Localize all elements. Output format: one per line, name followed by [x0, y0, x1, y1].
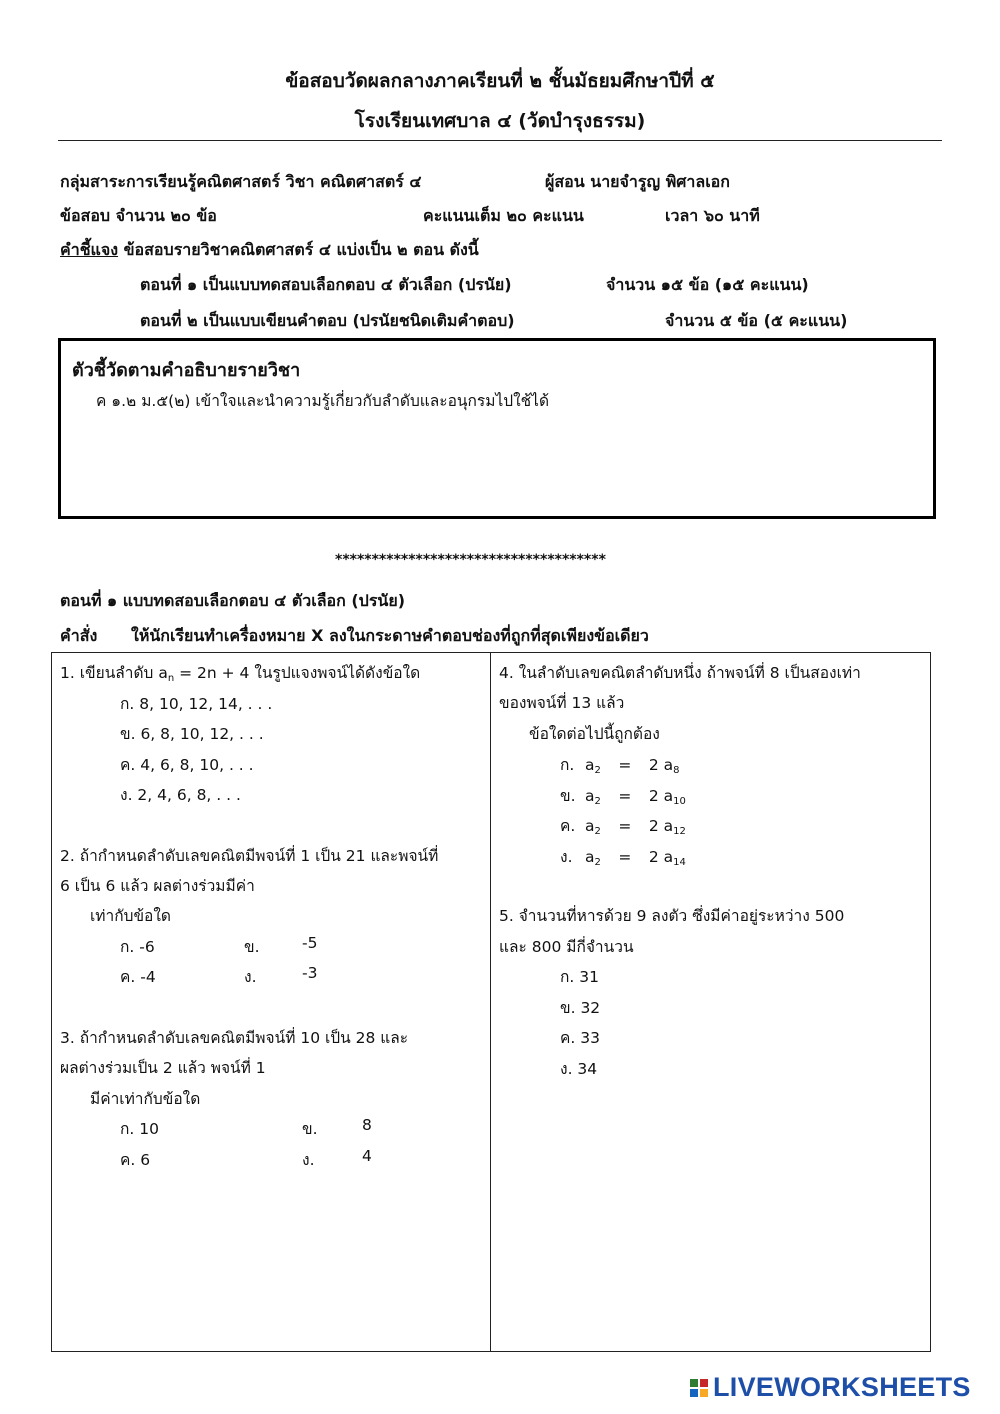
- part1-count: จำนวน ๑๕ ข้อ (๑๕ คะแนน): [606, 275, 809, 294]
- instruction-line: [60, 238, 479, 263]
- indicator-text: ค ๑.๒ ม.๕(๒) เข้าใจและนำความรู้เกี่ยวกับลำดับและอนุกรมไปใช้ได้: [96, 392, 550, 410]
- q1-stem: [60, 660, 420, 685]
- q3-option-d-label[interactable]: ง.: [302, 1151, 315, 1169]
- q2-option-a[interactable]: ก. -6: [120, 938, 155, 956]
- q2-line1: 2. ถ้ากำหนดลำดับเลขคณิตมีพจน์ที่ 1 เป็น 21 และพจน์ที่: [60, 847, 439, 865]
- logo-square-green: [690, 1379, 698, 1387]
- q1-option-c[interactable]: ค. 4, 6, 8, 10, . . .: [120, 756, 254, 774]
- q4-option-a-left-sub: 2: [594, 765, 601, 776]
- q4-line2: ของพจน์ที่ 13 แล้ว: [499, 694, 625, 712]
- q1-stem-start: 1. เขียนลำดับ a: [60, 664, 168, 682]
- section1-command-text: ให้นักเรียนทำเครื่องหมาย X ลงในกระดาษคำตอบช่องที่ถูกที่สุดเพียงข้อเดียว: [131, 626, 649, 645]
- q4-option-c-eq: =: [618, 817, 632, 835]
- q3-option-b-label[interactable]: ข.: [302, 1120, 318, 1138]
- part2-count: จำนวน ๕ ข้อ (๕ คะแนน): [665, 311, 848, 330]
- q3-option-d-value[interactable]: 4: [362, 1147, 372, 1165]
- q2-line3: เท่ากับข้อใด: [90, 907, 171, 925]
- q4-option-c[interactable]: [560, 813, 686, 838]
- liveworksheets-logo[interactable]: [690, 1372, 971, 1403]
- instruction-label: คำชี้แจง: [60, 240, 119, 259]
- q3-option-c[interactable]: ค. 6: [120, 1151, 151, 1169]
- logo-text: LIVEWORKSHEETS: [713, 1372, 971, 1402]
- q4-option-b-left-sub: 2: [594, 796, 601, 807]
- q4-option-a[interactable]: [560, 752, 680, 777]
- q1-option-d[interactable]: ง. 2, 4, 6, 8, . . .: [120, 786, 241, 804]
- q2-option-b-label[interactable]: ข.: [244, 938, 260, 956]
- q4-line1: 4. ในลำดับเลขคณิตลำดับหนึ่ง ถ้าพจน์ที่ 8 เป็นสองเท่า: [499, 664, 861, 682]
- subject-line: กลุ่มสาระการเรียนรู้คณิตศาสตร์ วิชา คณิตศาสตร์ ๔: [60, 172, 422, 191]
- school-name: โรงเรียนเทศบาล ๔ (วัดบำรุงธรรม): [354, 110, 646, 132]
- q5-option-c[interactable]: ค. 33: [560, 1029, 600, 1047]
- logo-square-blue: [690, 1389, 698, 1397]
- q4-option-a-right-sub: 8: [673, 765, 680, 776]
- q4-option-b[interactable]: [560, 783, 686, 808]
- part1-description: ตอนที่ ๑ เป็นแบบทดสอบเลือกตอบ ๔ ตัวเลือก (ปรนัย): [140, 275, 512, 294]
- star-separator: *************************************: [335, 552, 606, 568]
- q4-option-b-label: ข.: [560, 787, 576, 805]
- q4-option-d-left-sub: 2: [594, 857, 601, 868]
- q4-option-a-left: a: [585, 756, 595, 774]
- q4-option-d[interactable]: [560, 844, 686, 869]
- q5-option-a[interactable]: ก. 31: [560, 968, 599, 986]
- q4-option-c-label: ค.: [560, 817, 576, 835]
- section1-command-label: คำสั่ง: [60, 626, 98, 645]
- teacher-line: ผู้สอน นายจำรูญ พิศาลเอก: [545, 172, 730, 191]
- q2-option-d-label[interactable]: ง.: [244, 968, 257, 986]
- q2-option-d-value[interactable]: -3: [302, 964, 318, 982]
- q4-option-d-label: ง.: [560, 848, 573, 866]
- q4-option-b-eq: =: [618, 787, 632, 805]
- logo-square-yellow: [700, 1389, 708, 1397]
- q2-option-b-value[interactable]: -5: [302, 934, 318, 952]
- q4-option-c-right: 2 a: [648, 817, 674, 835]
- q4-option-a-eq: =: [618, 756, 632, 774]
- full-score: คะแนนเต็ม ๒๐ คะแนน: [423, 206, 584, 225]
- q4-option-d-left: a: [585, 848, 595, 866]
- section1-title: ตอนที่ ๑ แบบทดสอบเลือกตอบ ๔ ตัวเลือก (ปรนัย): [60, 591, 406, 610]
- q4-option-b-left: a: [585, 787, 595, 805]
- q2-line2: 6 เป็น 6 แล้ว ผลต่างร่วมมีค่า: [60, 877, 255, 895]
- q3-line1: 3. ถ้ากำหนดลำดับเลขคณิตมีพจน์ที่ 10 เป็น 28 และ: [60, 1029, 409, 1047]
- q4-option-b-right: 2 a: [648, 787, 674, 805]
- instruction-text: ข้อสอบรายวิชาคณิตศาสตร์ ๔ แบ่งเป็น ๒ ตอน ดังนี้: [118, 240, 479, 259]
- column-divider: [490, 652, 491, 1352]
- indicator-heading: ตัวชี้วัดตามคำอธิบายรายวิชา: [72, 360, 301, 381]
- question-count: ข้อสอบ จำนวน ๒๐ ข้อ: [60, 206, 217, 225]
- q5-option-b[interactable]: ข. 32: [560, 999, 601, 1017]
- q4-option-a-right: 2 a: [648, 756, 674, 774]
- q3-option-a[interactable]: ก. 10: [120, 1120, 159, 1138]
- q5-line2: และ 800 มีกี่จำนวน: [499, 938, 634, 956]
- q4-line3: ข้อใดต่อไปนี้ถูกต้อง: [529, 725, 660, 743]
- q4-option-c-left-sub: 2: [594, 826, 601, 837]
- q1-stem-end: = 2n + 4 ในรูปแจงพจน์ได้ดังข้อใด: [174, 664, 421, 682]
- q1-subscript: n: [167, 673, 175, 684]
- q3-line3: มีค่าเท่ากับข้อใด: [90, 1090, 201, 1108]
- exam-title: ข้อสอบวัดผลกลางภาคเรียนที่ ๒ ชั้นมัธยมศึกษาปีที่ ๕: [285, 70, 715, 92]
- q4-option-c-right-sub: 12: [673, 826, 686, 837]
- q1-option-a[interactable]: ก. 8, 10, 12, 14, . . .: [120, 695, 273, 713]
- q4-option-b-right-sub: 10: [673, 796, 686, 807]
- exam-time: เวลา ๖๐ นาที: [665, 206, 760, 225]
- q4-option-d-right-sub: 14: [673, 857, 686, 868]
- q3-option-b-value[interactable]: 8: [362, 1116, 372, 1134]
- logo-square-red: [700, 1379, 708, 1387]
- q5-line1: 5. จำนวนที่หารด้วย 9 ลงตัว ซึ่งมีค่าอยู่ระหว่าง 500: [499, 907, 845, 925]
- q5-option-d[interactable]: ง. 34: [560, 1060, 598, 1078]
- q4-option-c-left: a: [585, 817, 595, 835]
- q4-option-d-eq: =: [618, 848, 632, 866]
- q4-option-a-label: ก.: [560, 756, 575, 774]
- part2-description: ตอนที่ ๒ เป็นแบบเขียนคำตอบ (ปรนัยชนิดเติมคำตอบ): [140, 311, 515, 330]
- logo-grid-icon: [690, 1379, 708, 1397]
- header-divider: [58, 140, 942, 141]
- q2-option-c[interactable]: ค. -4: [120, 968, 156, 986]
- q4-option-d-right: 2 a: [648, 848, 674, 866]
- q1-option-b[interactable]: ข. 6, 8, 10, 12, . . .: [120, 725, 264, 743]
- q3-line2: ผลต่างร่วมเป็น 2 แล้ว พจน์ที่ 1: [60, 1059, 266, 1077]
